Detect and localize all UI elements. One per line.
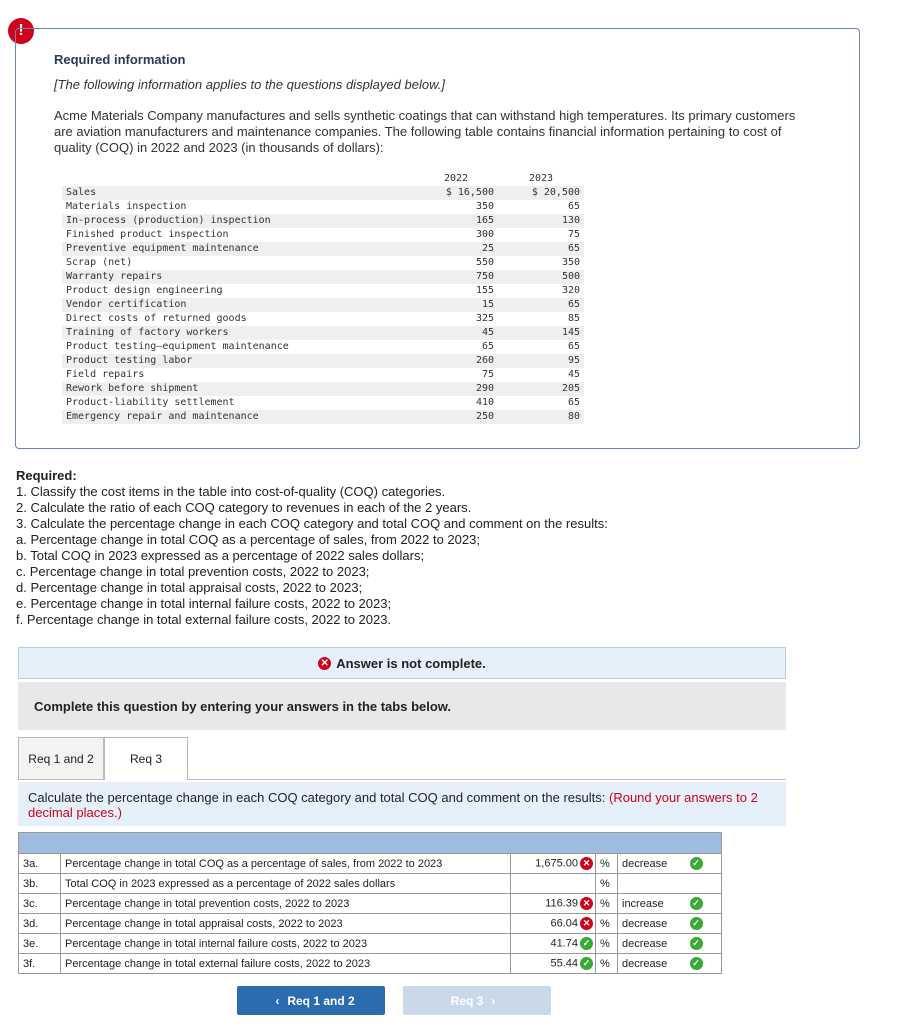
direction-status bbox=[684, 954, 722, 974]
instructions-rounding: (Round your answers to 2 decimal places.) bbox=[28, 790, 758, 820]
percent-unit-text: % bbox=[600, 917, 610, 930]
financial-table-row bbox=[62, 270, 584, 284]
answer-status-text: Answer is not complete. bbox=[336, 655, 486, 671]
answer-row-number bbox=[19, 874, 61, 894]
answer-row-number-text: 3f. bbox=[23, 957, 36, 970]
percent-unit bbox=[596, 874, 618, 894]
answer-value-input[interactable] bbox=[511, 894, 596, 914]
row-label: Emergency repair and maintenance bbox=[62, 410, 414, 424]
direction-status bbox=[684, 914, 722, 934]
value-2023: 80 bbox=[498, 410, 584, 424]
answer-value-input-text: 41.74 bbox=[550, 937, 578, 950]
answer-row-description bbox=[61, 854, 511, 874]
value-2022: 165 bbox=[414, 214, 498, 228]
answer-row-number bbox=[19, 854, 61, 874]
percent-unit bbox=[596, 894, 618, 914]
financial-table-header bbox=[62, 172, 584, 186]
financial-table-row bbox=[62, 214, 584, 228]
row-label: Rework before shipment bbox=[62, 382, 414, 396]
value-2022: 25 bbox=[414, 242, 498, 256]
financial-table bbox=[62, 172, 584, 424]
row-label: Preventive equipment maintenance bbox=[62, 242, 414, 256]
financial-table-row bbox=[62, 284, 584, 298]
direction-select[interactable] bbox=[618, 874, 684, 894]
x-circle-icon: ✕ bbox=[318, 657, 331, 670]
value-2023: 45 bbox=[567, 369, 580, 380]
value-2023: 95 bbox=[498, 354, 584, 368]
answer-row bbox=[19, 934, 722, 954]
required-line: e. Percentage change in total internal failure costs, 2022 to 2023; bbox=[16, 596, 392, 611]
answer-row-number-text: 3a. bbox=[23, 857, 39, 870]
value-2022: 155 bbox=[475, 285, 494, 296]
row-label: Product-liability settlement bbox=[66, 397, 235, 408]
check-icon: ✓ bbox=[690, 917, 703, 930]
row-label: Materials inspection bbox=[66, 201, 187, 212]
financial-table-row bbox=[62, 396, 584, 410]
value-2022: 45 bbox=[414, 326, 498, 340]
check-icon: ✓ bbox=[580, 957, 593, 970]
complete-instructions bbox=[18, 682, 786, 730]
financial-table-row bbox=[62, 228, 584, 242]
value-2023: 65 bbox=[498, 298, 584, 312]
financial-table-row bbox=[62, 312, 584, 326]
answer-row-number bbox=[19, 914, 61, 934]
direction-status bbox=[684, 874, 722, 894]
direction-select[interactable] bbox=[618, 854, 684, 874]
answer-value-input[interactable] bbox=[511, 954, 596, 974]
row-label: In-process (production) inspection bbox=[62, 214, 414, 228]
financial-table-row bbox=[62, 340, 584, 354]
required-line: c. Percentage change in total prevention costs, 2022 to 2023; bbox=[16, 564, 370, 579]
value-2023: 65 bbox=[567, 201, 580, 212]
value-2022: 250 bbox=[414, 410, 498, 424]
prev-button-label: Req 1 and 2 bbox=[287, 993, 355, 1008]
financial-table-row bbox=[62, 242, 584, 256]
direction-select-text: decrease bbox=[622, 857, 668, 870]
direction-select-text: decrease bbox=[622, 937, 668, 950]
direction-select[interactable] bbox=[618, 934, 684, 954]
value-2023: 350 bbox=[561, 257, 580, 268]
percent-unit-text: % bbox=[600, 877, 610, 890]
value-2023: 75 bbox=[567, 229, 580, 240]
value-2022: 15 bbox=[414, 298, 498, 312]
value-2022: 290 bbox=[414, 382, 498, 396]
row-label: Finished product inspection bbox=[66, 229, 229, 240]
tab-divider bbox=[188, 779, 786, 780]
value-2023: 500 bbox=[498, 270, 584, 284]
percent-unit bbox=[596, 954, 618, 974]
row-label: Field repairs bbox=[66, 369, 145, 380]
next-button[interactable] bbox=[403, 986, 551, 1015]
value-2022: 65 bbox=[481, 341, 494, 352]
value-2023: 65 bbox=[567, 341, 580, 352]
percent-unit bbox=[596, 914, 618, 934]
answer-table bbox=[18, 832, 722, 974]
value-2023: 145 bbox=[498, 326, 584, 340]
value-2022: 75 bbox=[481, 369, 494, 380]
row-label: Sales bbox=[62, 186, 414, 200]
col-2022-header: 2022 bbox=[443, 173, 469, 184]
answer-row-number bbox=[19, 894, 61, 914]
answer-value-input[interactable] bbox=[511, 934, 596, 954]
answer-status-banner bbox=[18, 647, 786, 679]
answer-row-description-text: Percentage change in total external failure costs, 2022 to 2023 bbox=[65, 957, 371, 970]
direction-select-text: decrease bbox=[622, 917, 668, 930]
percent-unit-text: % bbox=[600, 857, 610, 870]
row-label: Scrap (net) bbox=[66, 257, 133, 268]
answer-value-input-text: 55.44 bbox=[550, 957, 578, 970]
row-label: Vendor certification bbox=[62, 298, 414, 312]
answer-row bbox=[19, 894, 722, 914]
financial-table-row bbox=[62, 298, 584, 312]
answer-value-input-text: 116.39 bbox=[545, 897, 578, 910]
info-note: [The following information applies to the questions displayed below.] bbox=[54, 77, 445, 92]
answer-row-number bbox=[19, 954, 61, 974]
answer-row-description-text: Percentage change in total internal failure costs, 2022 to 2023 bbox=[65, 937, 368, 950]
answer-value-input[interactable] bbox=[511, 874, 596, 894]
value-2023: 65 bbox=[498, 242, 584, 256]
financial-table-row bbox=[62, 326, 584, 340]
percent-unit bbox=[596, 854, 618, 874]
value-2022: 410 bbox=[475, 397, 494, 408]
answer-row-number bbox=[19, 934, 61, 954]
chevron-right-icon: › bbox=[491, 993, 496, 1008]
next-button-label: Req 3 bbox=[450, 993, 484, 1008]
direction-status bbox=[684, 854, 722, 874]
answer-row-number-text: 3c. bbox=[23, 897, 38, 910]
instructions-main: Calculate the percentage change in each COQ category and total COQ and comment on the results: bbox=[28, 790, 609, 805]
direction-select-text: decrease bbox=[622, 957, 668, 970]
value-2023: 85 bbox=[567, 313, 580, 324]
value-2023: 65 bbox=[567, 397, 580, 408]
answer-row-description bbox=[61, 914, 511, 934]
financial-table-row bbox=[62, 410, 584, 424]
answer-value-input-text: 66.04 bbox=[550, 917, 578, 930]
info-intro: Acme Materials Company manufactures and sells synthetic coatings that can withstand high temperatures. Its primary customers are aviation manufacturers and maintenance companies. The following table contains financial information pertaining to cost of quality (COQ) in 2022 and 2023 (in thousands of dollars): bbox=[54, 108, 796, 155]
prev-button[interactable] bbox=[237, 986, 385, 1015]
check-icon: ✓ bbox=[690, 937, 703, 950]
row-label: Warranty repairs bbox=[62, 270, 414, 284]
direction-select[interactable] bbox=[618, 894, 684, 914]
answer-row-description bbox=[61, 934, 511, 954]
check-icon: ✓ bbox=[690, 897, 703, 910]
value-2022: 750 bbox=[414, 270, 498, 284]
value-2022: 300 bbox=[475, 229, 494, 240]
direction-select[interactable] bbox=[618, 954, 684, 974]
financial-table-row bbox=[62, 354, 584, 368]
answer-row-description-text: Percentage change in total appraisal costs, 2022 to 2023 bbox=[65, 917, 343, 930]
required-line: 1. Classify the cost items in the table into cost-of-quality (COQ) categories. bbox=[16, 484, 446, 499]
check-icon: ✓ bbox=[690, 957, 703, 970]
alert-icon: ! bbox=[8, 18, 34, 44]
financial-table-row bbox=[62, 256, 584, 270]
required-line: d. Percentage change in total appraisal costs, 2022 to 2023; bbox=[16, 580, 363, 595]
value-2023: 205 bbox=[498, 382, 584, 396]
answer-row-description-text: Total COQ in 2023 expressed as a percentage of 2022 sales dollars bbox=[65, 877, 396, 890]
answer-row-number-text: 3e. bbox=[23, 937, 39, 950]
direction-select[interactable] bbox=[618, 914, 684, 934]
answer-table-header bbox=[19, 833, 722, 854]
required-line: f. Percentage change in total external failure costs, 2022 to 2023. bbox=[16, 612, 392, 627]
check-icon: ✓ bbox=[580, 937, 593, 950]
col-2023-header: 2023 bbox=[528, 173, 554, 184]
answer-value-input[interactable] bbox=[511, 914, 596, 934]
financial-table-row bbox=[62, 186, 584, 200]
x-circle-icon: ✕ bbox=[580, 897, 593, 910]
required-line: 3. Calculate the percentage change in each COQ category and total COQ and comment on the results: bbox=[16, 516, 608, 531]
row-label: Product testing labor bbox=[62, 354, 414, 368]
req3-instructions bbox=[18, 782, 786, 826]
x-circle-icon: ✕ bbox=[580, 917, 593, 930]
tab-req-1-and-2[interactable]: Req 1 and 2 bbox=[18, 737, 104, 780]
value-2022: 260 bbox=[414, 354, 498, 368]
value-2022: $ 16,500 bbox=[414, 186, 498, 200]
required-line: 2. Calculate the ratio of each COQ category to revenues in each of the 2 years. bbox=[16, 500, 472, 515]
x-circle-icon: ✕ bbox=[580, 857, 593, 870]
tab-req-3[interactable]: Req 3 bbox=[104, 737, 188, 780]
answer-row-description bbox=[61, 894, 511, 914]
answer-row bbox=[19, 874, 722, 894]
direction-status bbox=[684, 934, 722, 954]
complete-text: Complete this question by entering your answers in the tabs below. bbox=[34, 698, 452, 714]
value-2023: 320 bbox=[561, 285, 580, 296]
value-2023: 130 bbox=[498, 214, 584, 228]
answer-value-input[interactable] bbox=[511, 854, 596, 874]
financial-table-row bbox=[62, 200, 584, 214]
financial-table-row bbox=[62, 368, 584, 382]
chevron-left-icon: ‹ bbox=[275, 993, 280, 1008]
value-2022: 550 bbox=[475, 257, 494, 268]
financial-table-row bbox=[62, 382, 584, 396]
required-section bbox=[16, 468, 608, 628]
answer-row-description bbox=[61, 954, 511, 974]
row-label: Product testing—equipment maintenance bbox=[66, 341, 289, 352]
percent-unit-text: % bbox=[600, 897, 610, 910]
info-title: Required information bbox=[54, 52, 186, 67]
answer-row bbox=[19, 914, 722, 934]
answer-row-description-text: Percentage change in total prevention costs, 2022 to 2023 bbox=[65, 897, 350, 910]
answer-row-description-text: Percentage change in total COQ as a percentage of sales, from 2022 to 2023 bbox=[65, 857, 443, 870]
required-heading: Required: bbox=[16, 468, 77, 483]
direction-status bbox=[684, 894, 722, 914]
row-label: Product design engineering bbox=[66, 285, 223, 296]
value-2023: $ 20,500 bbox=[498, 186, 584, 200]
required-line: b. Total COQ in 2023 expressed as a percentage of 2022 sales dollars; bbox=[16, 548, 425, 563]
direction-select-text: increase bbox=[622, 897, 664, 910]
row-label: Direct costs of returned goods bbox=[66, 313, 247, 324]
answer-row-number-text: 3d. bbox=[23, 917, 39, 930]
percent-unit bbox=[596, 934, 618, 954]
value-2022: 325 bbox=[475, 313, 494, 324]
answer-row-description bbox=[61, 874, 511, 894]
required-line: a. Percentage change in total COQ as a percentage of sales, from 2022 to 2023; bbox=[16, 532, 480, 547]
answer-row bbox=[19, 954, 722, 974]
value-2022: 350 bbox=[475, 201, 494, 212]
percent-unit-text: % bbox=[600, 937, 610, 950]
answer-row-number-text: 3b. bbox=[23, 877, 39, 890]
percent-unit-text: % bbox=[600, 957, 610, 970]
answer-row bbox=[19, 854, 722, 874]
check-icon: ✓ bbox=[690, 857, 703, 870]
row-label: Training of factory workers bbox=[62, 326, 414, 340]
answer-value-input-text: 1,675.00 bbox=[535, 857, 578, 870]
